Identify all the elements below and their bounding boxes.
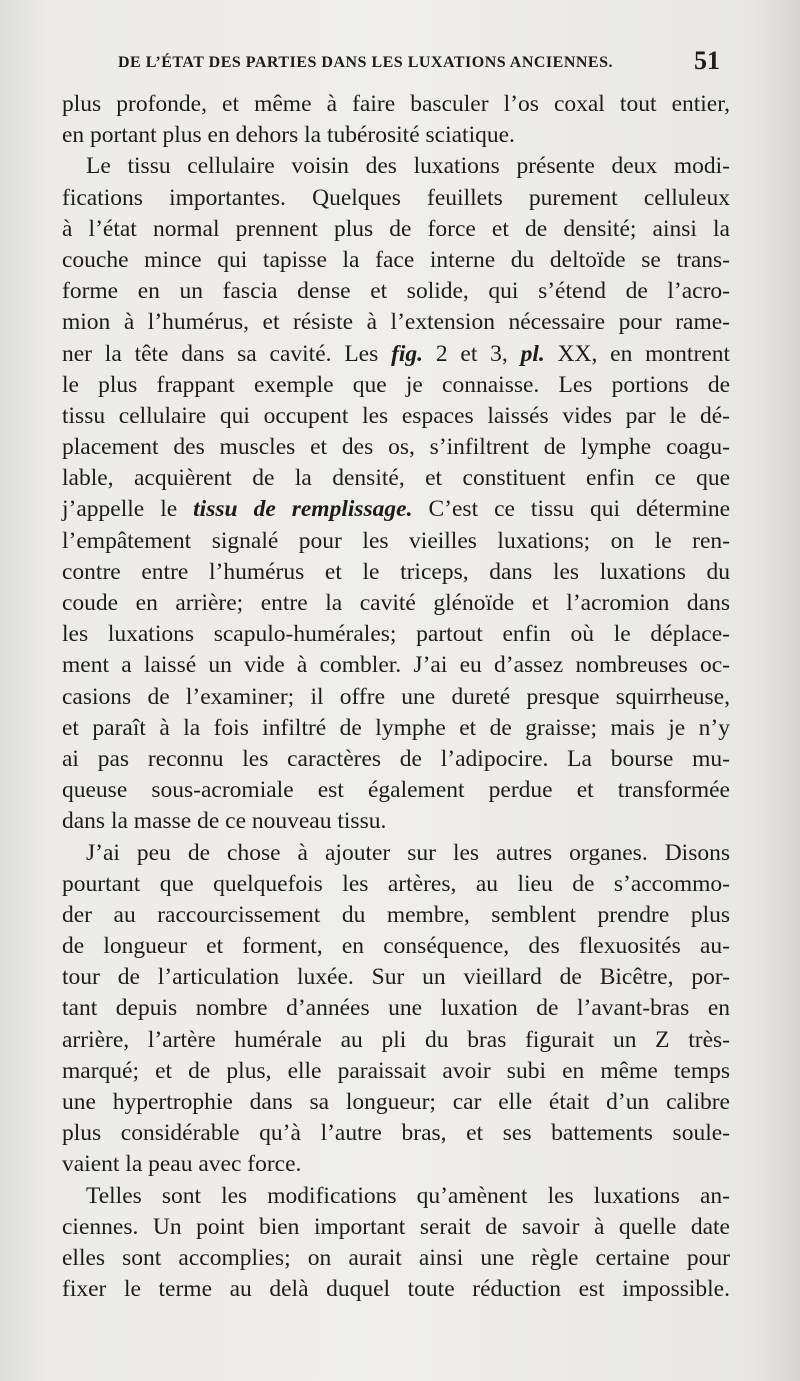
text-line: casions de l’examiner; il offre une dureté presque squirrheuse, xyxy=(62,683,730,710)
text-line: plus considérable qu’à l’autre bras, et ses battements soule- xyxy=(62,1120,730,1147)
text-line: à l’état normal prennent plus de force et de densité; ainsi la xyxy=(62,215,730,242)
text-segment: C’est ce tissu qui détermine xyxy=(412,496,730,523)
text-line-with-figure-reference xyxy=(62,339,730,370)
body-text xyxy=(62,89,730,1305)
text-line: en portant plus en dehors la tubérosité sciatique. xyxy=(62,122,515,149)
text-line: Telles sont les modifications qu’amènent les luxations an- xyxy=(86,1182,730,1209)
text-line: de longueur et forment, en conséquence, des flexuosités au- xyxy=(62,933,730,960)
text-line: fications importantes. Quelques feuillets purement celluleux xyxy=(62,184,730,211)
figure-abbreviation: fig. xyxy=(391,340,424,367)
text-line: ciennes. Un point bien important serait de savoir à quelle date xyxy=(62,1213,730,1240)
text-line: der au raccourcissement du membre, semblent prendre plus xyxy=(62,901,730,928)
text-line: tour de l’articulation luxée. Sur un vieillard de Bicêtre, por- xyxy=(62,964,730,991)
text-line: couche mince qui tapisse la face interne du deltoïde se trans- xyxy=(62,246,730,273)
text-line: fixer le terme au delà duquel toute réduction est impossible. xyxy=(62,1276,730,1303)
plate-abbreviation: pl. xyxy=(520,340,545,367)
text-line-with-term xyxy=(62,494,730,525)
text-line: arrière, l’artère humérale au pli du bras figurait un Z très- xyxy=(62,1026,730,1053)
text-line: les luxations scapulo-humérales; partout enfin où le déplace- xyxy=(62,621,730,648)
text-line: forme en un fascia dense et solide, qui s’étend de l’acro- xyxy=(62,278,730,305)
italic-term: tissu de remplissage. xyxy=(193,496,413,523)
text-line: une hypertrophie dans sa longueur; car elle était d’un calibre xyxy=(62,1089,730,1115)
page-number: 51 xyxy=(694,46,720,75)
text-line: mion à l’humérus, et résiste à l’extension nécessaire pour rame- xyxy=(62,309,730,336)
text-line: ai pas reconnu les caractères de l’adipocire. La bourse mu- xyxy=(62,745,730,772)
text-line: J’ai peu de chose à ajouter sur les autres organes. Disons xyxy=(86,839,730,866)
text-line: lable, acquièrent de la densité, et constituent enfin ce que xyxy=(62,465,730,492)
text-line: elles sont accomplies; on aurait ainsi une règle certaine pour xyxy=(62,1244,730,1271)
text-segment: j’appelle le xyxy=(62,496,194,523)
text-line: coude en arrière; entre la cavité glénoïde et l’acromion dans xyxy=(62,590,730,616)
text-line: ment a laissé un vide à combler. J’ai eu d’assez nombreuses oc- xyxy=(62,652,730,679)
text-segment: XX, en montrent xyxy=(544,340,730,367)
text-line: queuse sous-acromiale est également perdue et transformée xyxy=(62,777,730,804)
text-segment: ner la tête dans sa cavité. Les xyxy=(62,340,392,367)
text-line: pourtant que quelquefois les artères, au lieu de s’accommo- xyxy=(62,870,730,897)
text-line: l’empâtement signalé pour les vieilles luxations; on le ren- xyxy=(62,527,730,554)
text-line: dans la masse de ce nouveau tissu. xyxy=(62,808,387,835)
text-line: contre entre l’humérus et le triceps, dans les luxations du xyxy=(62,558,730,585)
text-line: et paraît à la fois infiltré de lymphe et de graisse; mais je n’y xyxy=(62,714,730,741)
text-line: placement des muscles et des os, s’infiltrent de lymphe coagu- xyxy=(62,434,730,461)
text-line: vaient la peau avec force. xyxy=(62,1151,302,1178)
text-line: tissu cellulaire qui occupent les espaces laissés vides par le dé- xyxy=(62,402,730,429)
running-head xyxy=(118,46,730,76)
text-segment: 2 et 3, xyxy=(423,340,521,367)
text-line: marqué; et de plus, elle paraissait avoir subi en même temps xyxy=(62,1057,730,1084)
text-line: plus profonde, et même à faire basculer l’os coxal tout entier, xyxy=(62,91,730,117)
running-title: DE L’ÉTAT DES PARTIES DANS LES LUXATIONS ANCIENNES. xyxy=(118,54,613,71)
text-line: le plus frappant exemple que je connaisse. Les portions de xyxy=(62,371,730,398)
text-line: tant depuis nombre d’années une luxation de l’avant-bras en xyxy=(62,995,730,1022)
text-line: Le tissu cellulaire voisin des luxations présente deux modi- xyxy=(86,153,730,180)
